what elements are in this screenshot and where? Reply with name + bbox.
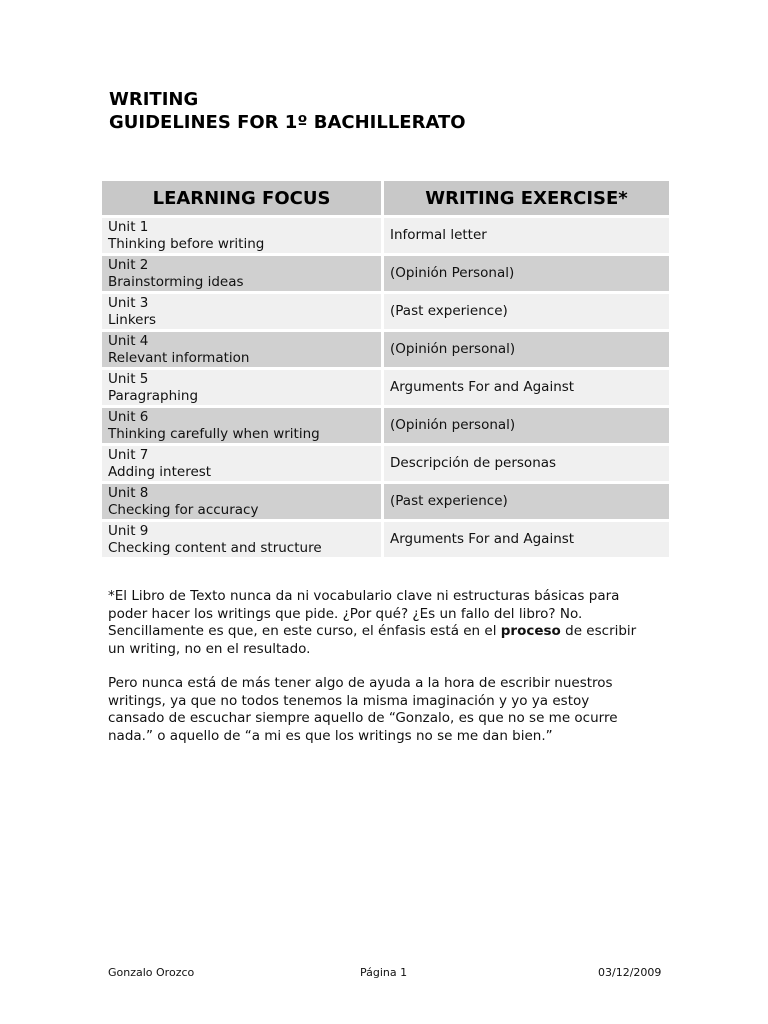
unit-label: Unit 3 (108, 294, 149, 311)
table-row (102, 370, 669, 405)
footnote-text-before: *El Libro de Texto nunca da ni vocabulario clave ni estructuras básicas para poder hacer los writings que pide. ¿Por qué? ¿Es un fallo del libro? No. Sencillamente es que, en este curso, el énfasis está en el (108, 588, 620, 639)
table-row (102, 218, 669, 253)
title-line-guidelines: GUIDELINES FOR 1º BACHILLERATO (109, 112, 466, 133)
footer-author: Gonzalo Orozco (108, 966, 195, 979)
learning-focus-cell (102, 446, 384, 481)
table-row (102, 256, 669, 291)
table-header-row (102, 181, 669, 215)
unit-label: Unit 6 (108, 408, 149, 425)
learning-focus-cell (102, 332, 384, 367)
table-row (102, 332, 669, 367)
focus-label: Checking content and structure (108, 539, 322, 556)
unit-label: Unit 2 (108, 256, 149, 273)
table-row (102, 294, 669, 329)
writing-exercise-cell: Informal letter (384, 218, 669, 253)
focus-label: Thinking carefully when writing (108, 425, 320, 442)
footnote-bold-word: proceso (500, 623, 561, 639)
unit-label: Unit 1 (108, 218, 149, 235)
footnote-paragraph-2: Pero nunca está de más tener algo de ayuda a la hora de escribir nuestros writings, ya que no todos tenemos la misma imaginación y yo ya estoy cansado de escuchar siempre aquello de “Gonzalo, es que no se me ocurre nada.” o aquello de “a mi es que los writings no se me dan bien.” (108, 675, 618, 744)
table-row (102, 522, 669, 557)
page-title (109, 88, 466, 134)
unit-label: Unit 7 (108, 446, 149, 463)
focus-label: Linkers (108, 311, 157, 328)
writing-exercise-cell: (Opinión personal) (384, 332, 669, 367)
footnote-text-after: de escribir un writing, no en el resultado. (108, 623, 637, 657)
unit-label: Unit 9 (108, 522, 149, 539)
writing-exercise-cell: (Past experience) (384, 294, 669, 329)
learning-focus-cell (102, 522, 384, 557)
writing-exercise-cell: Descripción de personas (384, 446, 669, 481)
focus-label: Brainstorming ideas (108, 273, 244, 290)
focus-label: Adding interest (108, 463, 212, 480)
unit-label: Unit 4 (108, 332, 149, 349)
column-header-learning-focus: LEARNING FOCUS (102, 181, 384, 215)
focus-label: Relevant information (108, 349, 250, 366)
writing-exercise-cell: (Past experience) (384, 484, 669, 519)
table-row (102, 408, 669, 443)
title-line-writing: WRITING (109, 89, 199, 110)
table-row (102, 484, 669, 519)
learning-focus-cell (102, 218, 384, 253)
learning-focus-cell (102, 294, 384, 329)
guidelines-table (102, 178, 669, 560)
writing-exercise-cell: Arguments For and Against (384, 370, 669, 405)
learning-focus-cell (102, 484, 384, 519)
focus-label: Thinking before writing (108, 235, 265, 252)
learning-focus-cell (102, 408, 384, 443)
unit-label: Unit 5 (108, 370, 149, 387)
footer-date: 03/12/2009 (598, 966, 662, 979)
table-row (102, 446, 669, 481)
focus-label: Paragraphing (108, 387, 199, 404)
footnote (108, 588, 648, 762)
writing-exercise-cell: (Opinión personal) (384, 408, 669, 443)
writing-exercise-cell: Arguments For and Against (384, 522, 669, 557)
footer-page-number: Página 1 (360, 966, 408, 979)
unit-label: Unit 8 (108, 484, 149, 501)
footnote-paragraph-1 (108, 588, 648, 658)
writing-exercise-cell: (Opinión Personal) (384, 256, 669, 291)
learning-focus-cell (102, 256, 384, 291)
focus-label: Checking for accuracy (108, 501, 259, 518)
learning-focus-cell (102, 370, 384, 405)
column-header-writing-exercise: WRITING EXERCISE* (384, 181, 669, 215)
